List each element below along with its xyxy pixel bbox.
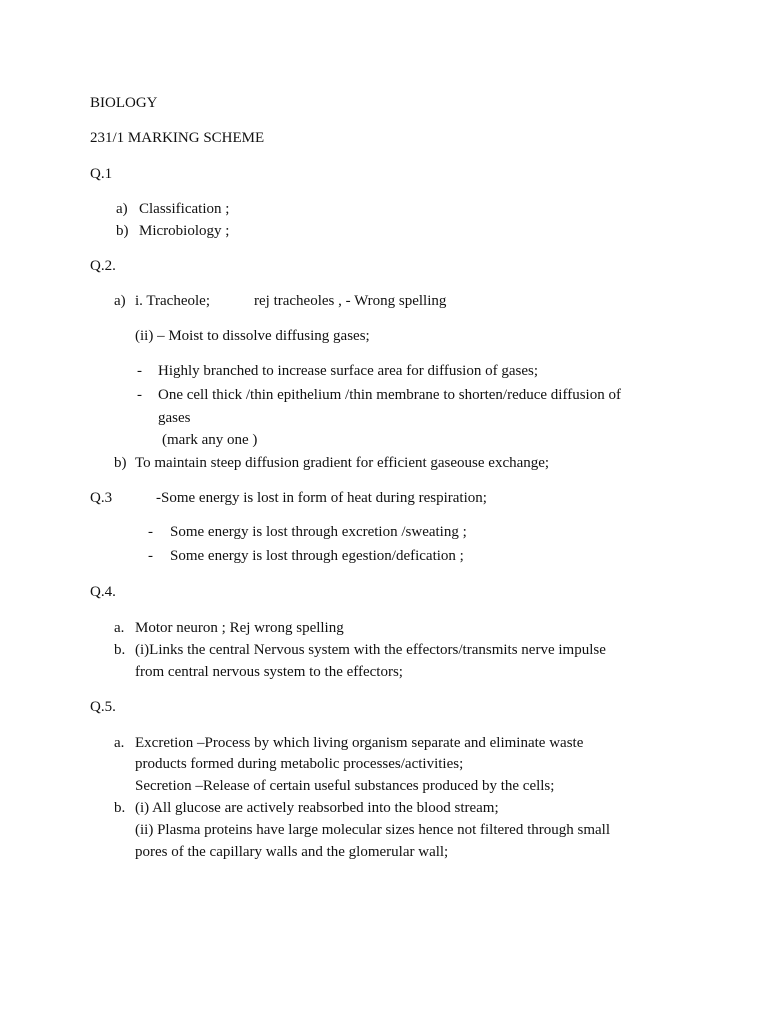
- q5-a-marker: a.: [114, 735, 125, 751]
- q4-b-line-2: from central nervous system to the effectors;: [135, 664, 403, 680]
- q5-b-line-2: (ii) Plasma proteins have large molecular sizes hence not filtered through small: [135, 822, 610, 838]
- q3-bullet-2-dash: -: [148, 548, 153, 564]
- q2-a-ii-answer: (ii) – Moist to dissolve diffusing gases;: [135, 328, 370, 344]
- q3-bullet-1: Some energy is lost through excretion /sweating ;: [170, 524, 467, 540]
- document-title: 231/1 MARKING SCHEME: [90, 130, 265, 146]
- question-1-label: Q.1: [90, 166, 113, 182]
- q2-b-answer: To maintain steep diffusion gradient for efficient gaseouse exchange;: [135, 455, 550, 471]
- question-4-label: Q.4.: [90, 584, 116, 600]
- q2-a-i-rejection: rej tracheoles , - Wrong spelling: [254, 293, 447, 309]
- q3-bullet-2: Some energy is lost through egestion/defication ;: [170, 548, 464, 564]
- q2-mark-note: (mark any one ): [162, 432, 258, 448]
- q2-b-marker: b): [114, 455, 127, 471]
- q4-b-line-1: (i)Links the central Nervous system with the effectors/transmits nerve impulse: [135, 642, 606, 658]
- q5-a-line-1: Excretion –Process by which living organism separate and eliminate waste: [135, 735, 584, 751]
- q4-a-answer: Motor neuron ; Rej wrong spelling: [135, 620, 344, 636]
- q2-a-marker: a): [114, 293, 126, 309]
- q1-a-marker: a): [116, 201, 128, 217]
- q2-bullet-1: Highly branched to increase surface area for diffusion of gases;: [158, 363, 538, 379]
- q5-b-marker: b.: [114, 800, 126, 816]
- q3-intro: -Some energy is lost in form of heat during respiration;: [156, 490, 487, 506]
- q3-bullet-1-dash: -: [148, 524, 153, 540]
- q1-b-marker: b): [116, 223, 129, 239]
- q2-bullet-1-dash: -: [137, 363, 142, 379]
- q2-bullet-2-line-2: gases: [158, 410, 191, 426]
- q5-a-line-3: Secretion –Release of certain useful substances produced by the cells;: [135, 778, 555, 794]
- q2-a-i-answer: i. Tracheole;: [135, 293, 210, 309]
- q2-bullet-2-line-1: One cell thick /thin epithelium /thin membrane to shorten/reduce diffusion of: [158, 387, 621, 403]
- question-2-label: Q.2.: [90, 258, 116, 274]
- q5-b-line-1: (i) All glucose are actively reabsorbed into the blood stream;: [135, 800, 499, 816]
- subject-heading: BIOLOGY: [90, 95, 158, 111]
- q4-a-marker: a.: [114, 620, 125, 636]
- q1-b-answer: Microbiology ;: [139, 223, 230, 239]
- question-3-label: Q.3: [90, 490, 113, 506]
- q2-bullet-2-dash: -: [137, 387, 142, 403]
- q4-b-marker: b.: [114, 642, 126, 658]
- q5-a-line-2: products formed during metabolic processes/activities;: [135, 756, 464, 772]
- q1-a-answer: Classification ;: [139, 201, 230, 217]
- question-5-label: Q.5.: [90, 699, 116, 715]
- q5-b-line-3: pores of the capillary walls and the glomerular wall;: [135, 844, 449, 860]
